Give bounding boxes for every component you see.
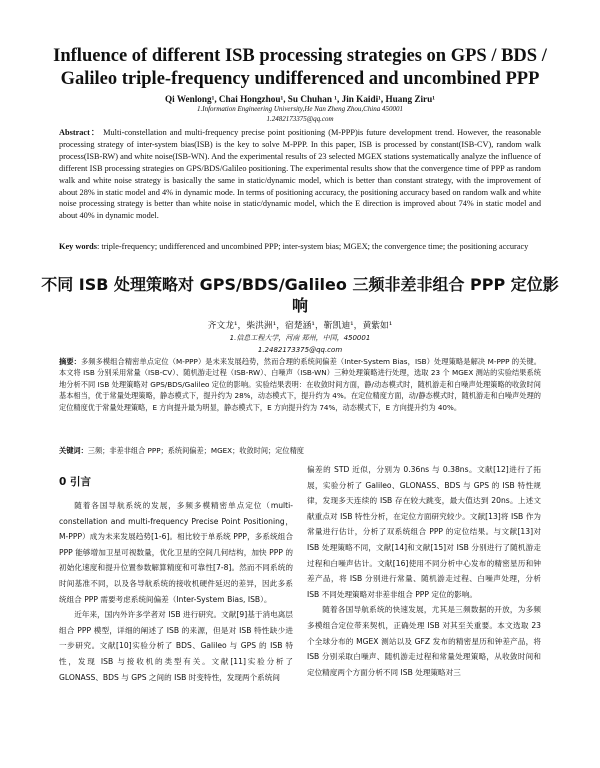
chinese-abstract-label: 摘要： <box>59 357 81 366</box>
body-right-column <box>307 462 541 680</box>
chinese-authors: 齐文龙¹，柴洪洲¹，宿楚涵¹，靳凯迪¹，黄紫如¹ <box>207 321 393 331</box>
section-heading-introduction: 0 引言 <box>59 476 91 488</box>
english-email: 1.2482173375@qq.com <box>266 115 334 123</box>
english-affiliation: 1.Information Engineering University,He Nan Zheng Zhou,China 450001 <box>197 105 403 113</box>
chinese-keywords-text: 三频；非差非组合 PPP；系统间偏差；MGEX；收敛时间；定位精度 <box>87 446 304 455</box>
english-abstract-text: Multi-constellation and multi-frequency precise point positioning (M-PPP)is future development trend. However, the reasonable processing strategy of inter-system bias(ISB) is the key to solve M-PPP. In this paper, ISB is processed by constant(ISB-CV), random walk process(ISB-RW) and white noise(ISB-WN). And the experimental results of 23 selected MGEX stations systematically analyze the influence of different ISB processing strategies on GPS/BDS/Galileo positioning. The experimental results show that the convergence time of PPP as random walk and white noise strategy is basically the same in static/dynamic model, which is better than constant strategy, with the improvement of about 28% in static model and 4% in dynamic mode. In terms of positioning accuracy, the positioning accuracy based on random walk and white noise processing strategy is better than white noise in static/dynamic model, which the E direction is improved about 74% in static model and about 40% in dynamic model. <box>59 128 541 221</box>
body-paragraph: 随着各国导航系统的快速发展，尤其是三频数据的开放，为多频多模组合定位带来契机，正确处理 ISB 对其至关重要。本文选取 23 个全球分布的 MGEX 测站以及 GFZ 发布的精密星历和钟差产品，将 ISB 分别采取白噪声、随机游走过程和常量处理策略，从收敛时间和定位精度两个方面分析不同 ISB 处理策略对三 <box>307 605 541 677</box>
english-keywords-label: Key words <box>59 242 98 251</box>
english-title: Influence of different ISB processing strategies on GPS / BDS / Galileo triple-frequency undifferenced and uncombined PPP <box>53 46 547 89</box>
english-abstract-label: Abstract： <box>59 128 101 137</box>
english-keywords-text: : triple-frequency; undifferenced and uncombined PPP; inter-system bias; MGEX; the convergence time; the positioning accuracy <box>97 242 529 251</box>
chinese-abstract-text: 多频多模组合精密单点定位（M-PPP）是未来发展趋势，然而合理的系统间偏差（Inter-System Bias，ISB）处理策略是解决 M-PPP 的关键。本文将 ISB 分别采用常量（ISB-CV）、随机游走过程（ISB-RW）、白噪声（ISB-WN）三种处理策略进行处理，选取 23 个 MGEX 测站的实验结果系统地分析不同 ISB 处理策略对 GPS/BDS/Galileo 定位的影响。实验结果表明：在收敛时间方面，静/动态模式时，随机游走和白噪声处理策略的收敛时间基本相当，优于常量处理策略，静态模式下，提升约为 28%，动态模式下，提升约为 4%。在定位精度方面，动/静态模式时，随机游走和白噪声处理的定位精度优于常量处理策略，E 方向提升最为明显，静态模式下，E 方向提升约为 74%，动态模式下，E 方向提升约为 40%。 <box>59 357 541 412</box>
english-authors: Qi Wenlong¹, Chai Hongzhou¹, Su Chuhan ¹, Jin Kaidi¹, Huang Ziru¹ <box>165 94 435 104</box>
body-paragraph: 偏差的 STD 近似，分别为 0.36ns 与 0.38ns。文献[12]进行了拓展，实验分析了 Galileo、GLONASS、BDS 与 GPS 的 ISB 特性规律，发现多天连续的 ISB 存在较大跳变，最大值达到 20ns。上述文献重点对 ISB 特性分析，在定位方面研究较少。文献[13]将 ISB 作为常量进行估计，分析了双系统组合 PPP 的定位结果。与文献[13]对 ISB 处理策略不同，文献[14]和文献[15]对 ISB 分别进行了随机游走过程和白噪声估计。文献[16]使用不同分析中心发布的精密星历和钟差产品，将 ISB 分别进行常量、随机游走过程、白噪声处理，分析 ISB 不同处理策略对非差非组合 PPP 定位的影响。 <box>307 465 541 599</box>
chinese-email: 1.2482173375@qq.com <box>257 346 343 354</box>
english-abstract <box>59 127 541 222</box>
chinese-keywords <box>59 445 541 456</box>
body-paragraph: 近年来，国内外许多学者对 ISB 进行研究。文献[9]基于消电离层组合 PPP 模型，详细的阐述了 ISB 的来源，但是对 ISB 特性缺少进一步研究。文献[10]实验分析了 BDS、Galileo 与 GPS 的 ISB 特性，发现 ISB 与接收机的类型有关。文献[11]实验分析了 GLONASS、BDS 与 GPS 之间的 ISB 时变特性，发现两个系统间 <box>59 610 293 682</box>
chinese-title: 不同 ISB 处理策略对 GPS/BDS/Galileo 三频非差非组合 PPP 定位影响 <box>41 275 559 315</box>
chinese-affiliation: 1.信息工程大学，河南 郑州，中国，450001 <box>229 334 371 342</box>
body-paragraph: 随着各国导航系统的发展，多频多模精密单点定位（multi-constellation and multi-frequency Precise Point Positioning，M-PPP）成为未来发展趋势[1-6]。相比较于单系统 PPP，多系统组合 PPP 能够增加卫星可视数量，优化卫星的空间几何结构，加快 PPP 的初始化速度和提升位置参数解算精度和可靠性[7-8]。然而不同系统的时间基准不同，以及各导航系统的接收机硬件延迟的差异，因此多系统组合 PPP 需要考虑系统间偏差（Inter-System Bias, ISB）。 <box>59 501 293 604</box>
english-keywords <box>59 241 541 253</box>
chinese-keywords-label: 关键词： <box>59 446 88 455</box>
chinese-abstract <box>59 356 541 413</box>
body-left-column <box>59 474 293 685</box>
